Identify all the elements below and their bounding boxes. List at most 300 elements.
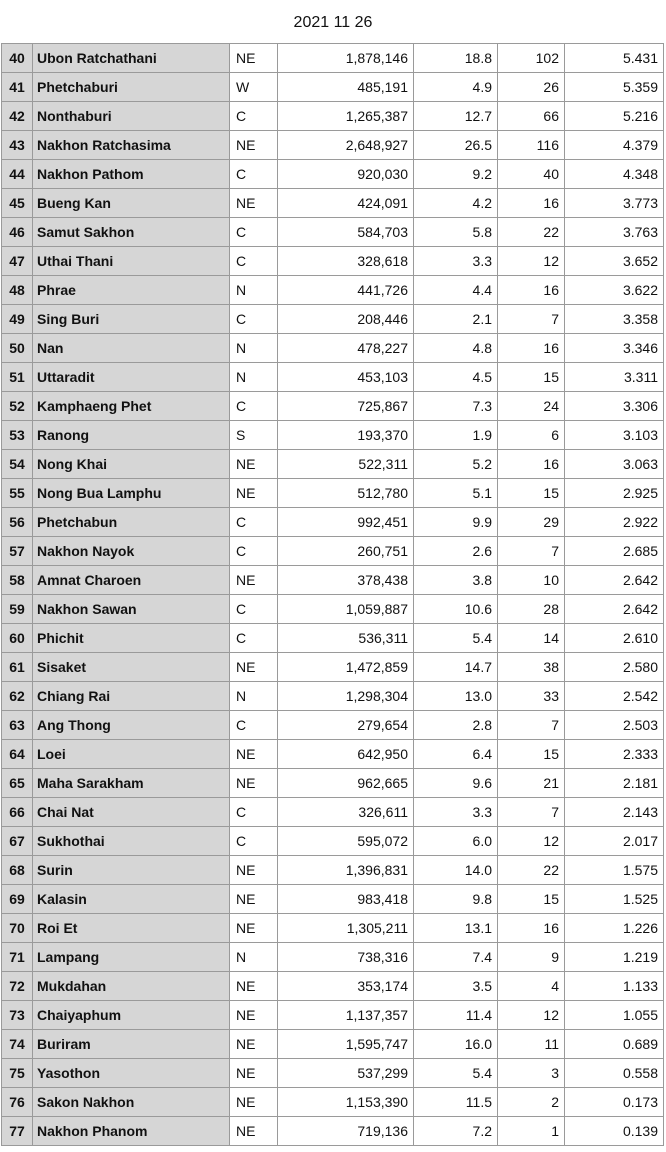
region-cell: NE (230, 769, 278, 798)
region-cell: NE (230, 885, 278, 914)
population-cell: 983,418 (278, 885, 414, 914)
province-name-cell: Yasothon (33, 1059, 230, 1088)
ratio-cell: 3.773 (565, 189, 664, 218)
count-cell: 116 (498, 131, 565, 160)
count-cell: 102 (498, 44, 565, 73)
region-cell: NE (230, 1088, 278, 1117)
table-row (2, 334, 664, 363)
province-name-cell: Uthai Thani (33, 247, 230, 276)
count-cell: 16 (498, 450, 565, 479)
region-cell: C (230, 798, 278, 827)
province-name-cell: Nong Khai (33, 450, 230, 479)
count-cell: 38 (498, 653, 565, 682)
population-cell: 1,595,747 (278, 1030, 414, 1059)
count-cell: 2 (498, 1088, 565, 1117)
province-name-cell: Ubon Ratchathani (33, 44, 230, 73)
population-cell: 725,867 (278, 392, 414, 421)
province-name-cell: Phetchabun (33, 508, 230, 537)
count-cell: 26 (498, 73, 565, 102)
ratio-cell: 2.925 (565, 479, 664, 508)
per-cent-cell: 9.2 (414, 160, 498, 189)
per-cent-cell: 2.6 (414, 537, 498, 566)
region-cell: NE (230, 1001, 278, 1030)
count-cell: 24 (498, 392, 565, 421)
ratio-cell: 4.348 (565, 160, 664, 189)
count-cell: 15 (498, 885, 565, 914)
population-cell: 595,072 (278, 827, 414, 856)
rank-cell: 73 (2, 1001, 33, 1030)
ratio-cell: 1.055 (565, 1001, 664, 1030)
per-cent-cell: 10.6 (414, 595, 498, 624)
count-cell: 21 (498, 769, 565, 798)
region-cell: NE (230, 1117, 278, 1146)
page-title: 2021 11 26 (293, 14, 373, 31)
population-cell: 522,311 (278, 450, 414, 479)
population-cell: 1,396,831 (278, 856, 414, 885)
population-cell: 485,191 (278, 73, 414, 102)
region-cell: S (230, 421, 278, 450)
rank-cell: 46 (2, 218, 33, 247)
table-row (2, 624, 664, 653)
region-cell: NE (230, 131, 278, 160)
region-cell: NE (230, 479, 278, 508)
province-name-cell: Phichit (33, 624, 230, 653)
ratio-cell: 2.503 (565, 711, 664, 740)
count-cell: 16 (498, 914, 565, 943)
population-cell: 193,370 (278, 421, 414, 450)
per-cent-cell: 1.9 (414, 421, 498, 450)
population-cell: 738,316 (278, 943, 414, 972)
rank-cell: 48 (2, 276, 33, 305)
table-body (2, 44, 664, 1146)
rank-cell: 68 (2, 856, 33, 885)
region-cell: C (230, 595, 278, 624)
count-cell: 29 (498, 508, 565, 537)
ratio-cell: 0.139 (565, 1117, 664, 1146)
province-name-cell: Buriram (33, 1030, 230, 1059)
count-cell: 9 (498, 943, 565, 972)
table-row (2, 363, 664, 392)
count-cell: 16 (498, 334, 565, 363)
province-name-cell: Phetchaburi (33, 73, 230, 102)
population-cell: 1,265,387 (278, 102, 414, 131)
population-cell: 1,878,146 (278, 44, 414, 73)
region-cell: C (230, 508, 278, 537)
count-cell: 40 (498, 160, 565, 189)
population-cell: 353,174 (278, 972, 414, 1001)
province-name-cell: Samut Sakhon (33, 218, 230, 247)
per-cent-cell: 5.8 (414, 218, 498, 247)
count-cell: 6 (498, 421, 565, 450)
region-cell: C (230, 102, 278, 131)
province-name-cell: Amnat Charoen (33, 566, 230, 595)
per-cent-cell: 9.8 (414, 885, 498, 914)
rank-cell: 54 (2, 450, 33, 479)
region-cell: NE (230, 972, 278, 1001)
ratio-cell: 2.580 (565, 653, 664, 682)
population-cell: 920,030 (278, 160, 414, 189)
table-row (2, 798, 664, 827)
per-cent-cell: 7.4 (414, 943, 498, 972)
count-cell: 14 (498, 624, 565, 653)
rank-cell: 44 (2, 160, 33, 189)
table-row (2, 1088, 664, 1117)
per-cent-cell: 9.6 (414, 769, 498, 798)
count-cell: 33 (498, 682, 565, 711)
region-cell: C (230, 392, 278, 421)
rank-cell: 41 (2, 73, 33, 102)
region-cell: N (230, 334, 278, 363)
rank-cell: 63 (2, 711, 33, 740)
population-cell: 1,137,357 (278, 1001, 414, 1030)
table-row (2, 392, 664, 421)
count-cell: 16 (498, 276, 565, 305)
region-cell: C (230, 247, 278, 276)
rank-cell: 60 (2, 624, 33, 653)
table-row (2, 131, 664, 160)
population-cell: 992,451 (278, 508, 414, 537)
ratio-cell: 2.685 (565, 537, 664, 566)
table-row (2, 102, 664, 131)
province-name-cell: Roi Et (33, 914, 230, 943)
count-cell: 7 (498, 305, 565, 334)
ratio-cell: 2.181 (565, 769, 664, 798)
rank-cell: 47 (2, 247, 33, 276)
region-cell: C (230, 711, 278, 740)
table-row (2, 1001, 664, 1030)
province-name-cell: Uttaradit (33, 363, 230, 392)
table-row (2, 189, 664, 218)
table-row (2, 943, 664, 972)
table-row (2, 305, 664, 334)
province-name-cell: Nonthaburi (33, 102, 230, 131)
per-cent-cell: 2.1 (414, 305, 498, 334)
rank-cell: 51 (2, 363, 33, 392)
count-cell: 10 (498, 566, 565, 595)
rank-cell: 62 (2, 682, 33, 711)
count-cell: 15 (498, 479, 565, 508)
table-row (2, 856, 664, 885)
table-row (2, 711, 664, 740)
rank-cell: 69 (2, 885, 33, 914)
population-cell: 424,091 (278, 189, 414, 218)
count-cell: 4 (498, 972, 565, 1001)
count-cell: 1 (498, 1117, 565, 1146)
ratio-cell: 0.173 (565, 1088, 664, 1117)
population-cell: 1,472,859 (278, 653, 414, 682)
rank-cell: 75 (2, 1059, 33, 1088)
count-cell: 16 (498, 189, 565, 218)
ratio-cell: 3.346 (565, 334, 664, 363)
per-cent-cell: 5.2 (414, 450, 498, 479)
table-row (2, 566, 664, 595)
table-row (2, 247, 664, 276)
table-row (2, 450, 664, 479)
ratio-cell: 3.306 (565, 392, 664, 421)
rank-cell: 65 (2, 769, 33, 798)
region-cell: NE (230, 653, 278, 682)
per-cent-cell: 4.8 (414, 334, 498, 363)
ratio-cell: 2.143 (565, 798, 664, 827)
count-cell: 66 (498, 102, 565, 131)
region-cell: N (230, 363, 278, 392)
count-cell: 22 (498, 218, 565, 247)
province-name-cell: Loei (33, 740, 230, 769)
per-cent-cell: 16.0 (414, 1030, 498, 1059)
region-cell: N (230, 682, 278, 711)
per-cent-cell: 6.4 (414, 740, 498, 769)
count-cell: 15 (498, 740, 565, 769)
ratio-cell: 2.642 (565, 566, 664, 595)
table-row (2, 595, 664, 624)
per-cent-cell: 3.8 (414, 566, 498, 595)
ratio-cell: 2.922 (565, 508, 664, 537)
per-cent-cell: 9.9 (414, 508, 498, 537)
table-row (2, 1059, 664, 1088)
province-name-cell: Nong Bua Lamphu (33, 479, 230, 508)
ratio-cell: 1.525 (565, 885, 664, 914)
province-name-cell: Bueng Kan (33, 189, 230, 218)
rank-cell: 64 (2, 740, 33, 769)
ratio-cell: 4.379 (565, 131, 664, 160)
province-name-cell: Phrae (33, 276, 230, 305)
region-cell: NE (230, 566, 278, 595)
population-cell: 536,311 (278, 624, 414, 653)
province-name-cell: Nakhon Nayok (33, 537, 230, 566)
rank-cell: 77 (2, 1117, 33, 1146)
per-cent-cell: 6.0 (414, 827, 498, 856)
table-row (2, 508, 664, 537)
province-name-cell: Chiang Rai (33, 682, 230, 711)
province-name-cell: Nakhon Phanom (33, 1117, 230, 1146)
province-name-cell: Kamphaeng Phet (33, 392, 230, 421)
population-cell: 208,446 (278, 305, 414, 334)
population-cell: 478,227 (278, 334, 414, 363)
rank-cell: 42 (2, 102, 33, 131)
province-table (1, 43, 664, 1146)
table-row (2, 421, 664, 450)
population-cell: 512,780 (278, 479, 414, 508)
province-name-cell: Sakon Nakhon (33, 1088, 230, 1117)
table-row (2, 73, 664, 102)
province-name-cell: Maha Sarakham (33, 769, 230, 798)
population-cell: 378,438 (278, 566, 414, 595)
region-cell: N (230, 276, 278, 305)
per-cent-cell: 3.3 (414, 798, 498, 827)
rank-cell: 70 (2, 914, 33, 943)
ratio-cell: 3.652 (565, 247, 664, 276)
count-cell: 12 (498, 247, 565, 276)
rank-cell: 50 (2, 334, 33, 363)
rank-cell: 43 (2, 131, 33, 160)
population-cell: 2,648,927 (278, 131, 414, 160)
per-cent-cell: 4.5 (414, 363, 498, 392)
province-name-cell: Chai Nat (33, 798, 230, 827)
count-cell: 7 (498, 798, 565, 827)
rank-cell: 71 (2, 943, 33, 972)
population-cell: 1,153,390 (278, 1088, 414, 1117)
region-cell: NE (230, 914, 278, 943)
per-cent-cell: 26.5 (414, 131, 498, 160)
rank-cell: 40 (2, 44, 33, 73)
table-row (2, 740, 664, 769)
rank-cell: 66 (2, 798, 33, 827)
count-cell: 15 (498, 363, 565, 392)
ratio-cell: 2.542 (565, 682, 664, 711)
per-cent-cell: 7.2 (414, 1117, 498, 1146)
count-cell: 3 (498, 1059, 565, 1088)
region-cell: N (230, 943, 278, 972)
ratio-cell: 2.017 (565, 827, 664, 856)
rank-cell: 57 (2, 537, 33, 566)
province-name-cell: Ang Thong (33, 711, 230, 740)
region-cell: C (230, 624, 278, 653)
ratio-cell: 1.219 (565, 943, 664, 972)
population-cell: 1,305,211 (278, 914, 414, 943)
per-cent-cell: 7.3 (414, 392, 498, 421)
region-cell: C (230, 160, 278, 189)
per-cent-cell: 11.4 (414, 1001, 498, 1030)
population-cell: 1,059,887 (278, 595, 414, 624)
table-row (2, 1117, 664, 1146)
region-cell: C (230, 305, 278, 334)
population-cell: 584,703 (278, 218, 414, 247)
table-row (2, 914, 664, 943)
population-cell: 642,950 (278, 740, 414, 769)
rank-cell: 56 (2, 508, 33, 537)
per-cent-cell: 14.0 (414, 856, 498, 885)
ratio-cell: 1.226 (565, 914, 664, 943)
table-row (2, 537, 664, 566)
rank-cell: 76 (2, 1088, 33, 1117)
per-cent-cell: 5.4 (414, 1059, 498, 1088)
province-name-cell: Chaiyaphum (33, 1001, 230, 1030)
ratio-cell: 2.333 (565, 740, 664, 769)
per-cent-cell: 5.1 (414, 479, 498, 508)
per-cent-cell: 4.9 (414, 73, 498, 102)
ratio-cell: 5.431 (565, 44, 664, 73)
rank-cell: 55 (2, 479, 33, 508)
ratio-cell: 3.063 (565, 450, 664, 479)
province-name-cell: Surin (33, 856, 230, 885)
table-row (2, 972, 664, 1001)
province-name-cell: Lampang (33, 943, 230, 972)
table-row (2, 44, 664, 73)
province-name-cell: Nakhon Ratchasima (33, 131, 230, 160)
table-row (2, 479, 664, 508)
rank-cell: 72 (2, 972, 33, 1001)
region-cell: NE (230, 189, 278, 218)
province-name-cell: Nakhon Pathom (33, 160, 230, 189)
per-cent-cell: 3.3 (414, 247, 498, 276)
ratio-cell: 3.622 (565, 276, 664, 305)
province-name-cell: Ranong (33, 421, 230, 450)
region-cell: C (230, 537, 278, 566)
count-cell: 28 (498, 595, 565, 624)
rank-cell: 52 (2, 392, 33, 421)
per-cent-cell: 18.8 (414, 44, 498, 73)
province-name-cell: Nan (33, 334, 230, 363)
rank-cell: 74 (2, 1030, 33, 1059)
population-cell: 453,103 (278, 363, 414, 392)
table-row (2, 682, 664, 711)
population-cell: 962,665 (278, 769, 414, 798)
province-name-cell: Mukdahan (33, 972, 230, 1001)
population-cell: 537,299 (278, 1059, 414, 1088)
ratio-cell: 5.359 (565, 73, 664, 102)
province-name-cell: Sukhothai (33, 827, 230, 856)
per-cent-cell: 13.0 (414, 682, 498, 711)
per-cent-cell: 11.5 (414, 1088, 498, 1117)
region-cell: NE (230, 740, 278, 769)
ratio-cell: 1.575 (565, 856, 664, 885)
rank-cell: 49 (2, 305, 33, 334)
rank-cell: 67 (2, 827, 33, 856)
ratio-cell: 3.311 (565, 363, 664, 392)
region-cell: C (230, 827, 278, 856)
count-cell: 22 (498, 856, 565, 885)
per-cent-cell: 5.4 (414, 624, 498, 653)
per-cent-cell: 13.1 (414, 914, 498, 943)
province-name-cell: Kalasin (33, 885, 230, 914)
count-cell: 11 (498, 1030, 565, 1059)
population-cell: 279,654 (278, 711, 414, 740)
per-cent-cell: 12.7 (414, 102, 498, 131)
ratio-cell: 2.642 (565, 595, 664, 624)
ratio-cell: 1.133 (565, 972, 664, 1001)
rank-cell: 58 (2, 566, 33, 595)
region-cell: W (230, 73, 278, 102)
table-row (2, 1030, 664, 1059)
region-cell: C (230, 218, 278, 247)
per-cent-cell: 4.2 (414, 189, 498, 218)
region-cell: NE (230, 856, 278, 885)
province-name-cell: Sisaket (33, 653, 230, 682)
ratio-cell: 0.558 (565, 1059, 664, 1088)
per-cent-cell: 14.7 (414, 653, 498, 682)
per-cent-cell: 4.4 (414, 276, 498, 305)
ratio-cell: 3.763 (565, 218, 664, 247)
rank-cell: 53 (2, 421, 33, 450)
ratio-cell: 5.216 (565, 102, 664, 131)
ratio-cell: 3.103 (565, 421, 664, 450)
table-row (2, 160, 664, 189)
table-row (2, 218, 664, 247)
rank-cell: 45 (2, 189, 33, 218)
count-cell: 12 (498, 827, 565, 856)
region-cell: NE (230, 1030, 278, 1059)
count-cell: 7 (498, 537, 565, 566)
table-row (2, 885, 664, 914)
per-cent-cell: 2.8 (414, 711, 498, 740)
province-name-cell: Sing Buri (33, 305, 230, 334)
count-cell: 7 (498, 711, 565, 740)
rank-cell: 61 (2, 653, 33, 682)
ratio-cell: 0.689 (565, 1030, 664, 1059)
per-cent-cell: 3.5 (414, 972, 498, 1001)
table-row (2, 827, 664, 856)
population-cell: 441,726 (278, 276, 414, 305)
rank-cell: 59 (2, 595, 33, 624)
region-cell: NE (230, 450, 278, 479)
table-row (2, 769, 664, 798)
region-cell: NE (230, 44, 278, 73)
table-row (2, 276, 664, 305)
population-cell: 328,618 (278, 247, 414, 276)
province-name-cell: Nakhon Sawan (33, 595, 230, 624)
population-cell: 326,611 (278, 798, 414, 827)
count-cell: 12 (498, 1001, 565, 1030)
